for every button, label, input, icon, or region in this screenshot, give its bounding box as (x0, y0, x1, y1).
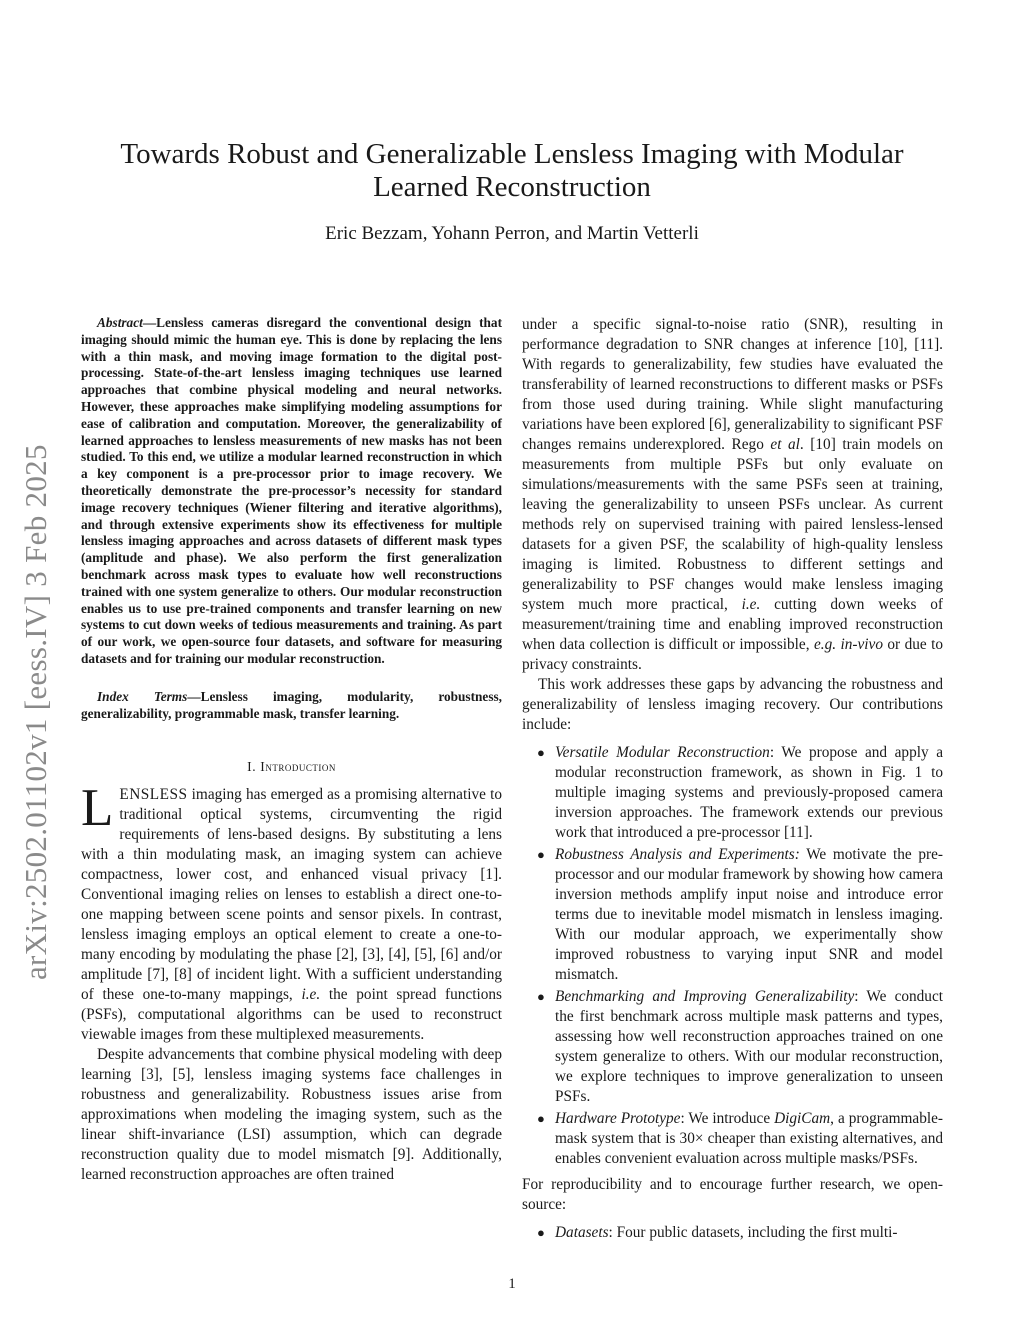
intro-first-word-caps: ENSLESS (119, 786, 188, 804)
datasets-title: Datasets (555, 1224, 609, 1241)
contribution-title: Versatile Modular Reconstruction (555, 744, 770, 761)
open-source-item (522, 1223, 943, 1243)
drop-cap-letter: L (81, 779, 114, 838)
index-terms-text: —Lensless imaging, modularity, robustness, generalizability, programmable mask, transfer learning. (81, 688, 502, 721)
intro-paragraph-2: Despite advancements that combine physical modeling with deep learning [3], [5], lensless imaging systems face challenges in robustness and generalizability. Robustness issues arise from approximations when modeling the imaging system, such as the linear shift-invariance (LSI) assumption, which can degrade reconstruction quality due to model mismatch [9]. Additionally, learned reconstruction approaches are often trained (81, 1046, 502, 1184)
right-p1-text-b: . [10] train models on measurements from multiple PSFs but only evaluate on simulations/measurements with the same PSFs seen at training, leaving the generalizability to unseen PSFs unclear. As current methods rely on supervised training with paired lensless-lensed datasets for a given PSF, the scalability of high-quality lensless imaging is limited. Robustness to different settings and generalizability to PSF changes would make lensless imaging system much more practical, (522, 436, 944, 613)
paper-title-line-1: Towards Robust and Generalizable Lensless Imaging with Modular (120, 138, 904, 170)
datasets-text: : Four public datasets, including the first multi- (608, 1224, 898, 1241)
right-p1-invivo: in-vivo (840, 636, 883, 653)
intro-paragraph-1 (81, 779, 502, 1045)
paper-title-line-2: Learned Reconstruction (373, 171, 651, 203)
contribution-title: Hardware Prototype (555, 1110, 681, 1127)
contribution-item (522, 743, 943, 843)
index-terms-label: Index Terms (97, 688, 188, 704)
section-number: I. (247, 759, 257, 775)
abstract (81, 315, 502, 668)
bullet-icon: ● (537, 745, 545, 760)
intro-p1-text-a: imaging has emerged as a promising alternative to traditional optical systems, circumventing the rigid requirements of lens-based designs. By substituting a lens with a thin modulating mask, an imaging system can achieve compactness, lower cost, and enhanced visual privacy [1]. Conventional imaging relies on lenses to establish a direct one-to-one mapping between scene points and sensor pixels. In contrast, lensless imaging employs an optical element to create a one-to-many encoding by modulating the phase [2], [3], [4], [5], [6] and/or amplitude [7], [8] of incident light. With a sufficient understanding of these one-to-many mappings, (81, 786, 502, 1004)
right-p1-text-a: under a specific signal-to-noise ratio (SNR), resulting in performance degradation to SNR changes at inference [10], [11]. With regards to generalizability, few studies have evaluated the transferability of learned reconstructions to different masks or PSFs from those used during training. While slight manufacturing variations have been explored [6], generalizability to significant PSF changes remains underexplored. Rego (522, 316, 943, 453)
section-heading-introduction (81, 759, 502, 775)
contribution-text: : We propose and apply a modular reconstruction framework, as shown in Fig. 1 to multiple imaging systems and previously-proposed camera inversion approaches. The framework extends our previous work that introduced a pre-processor [11]. (555, 744, 943, 841)
bullet-icon: ● (537, 847, 545, 862)
contribution-text: We motivate the pre-processor and our modular framework by showing how camera inversion methods amplify input noise and introduce error terms due to inevitable model mismatch in lensless imaging. With our modular approach, we experimentally show improved robustness to varying input SNR and model mismatch. (555, 846, 943, 983)
right-paragraph-2: This work addresses these gaps by advancing the robustness and generalizability of lensless imaging recovery. Our contributions include: (522, 676, 943, 733)
author-list: Eric Bezzam, Yohann Perron, and Martin Vetterli (325, 223, 699, 244)
contribution-text: : We conduct the first benchmark across multiple mask patterns and types, assessing how well reconstruction approaches trained on one system generalize to others. With our modular reconstruction, we explore techniques to improve generalization to unseen PSFs. (555, 988, 943, 1105)
contribution-title: Robustness Analysis and Experiments: (555, 846, 800, 863)
right-paragraph-1 (522, 315, 943, 675)
contribution-item (522, 1109, 943, 1169)
contributions-list (522, 743, 943, 1169)
bullet-icon: ● (537, 1225, 545, 1240)
bullet-icon: ● (537, 989, 545, 1004)
abstract-text: —Lensless cameras disregard the conventional design that imaging should mimic the human eye. This is done by replacing the lens with a thin mask, and moving image formation to the digital post-processing. State-of-the-art lensless imaging techniques use learned approaches that combine physical modeling and neural networks. However, these approaches make simplifying modeling assumptions for ease of calibration and computation. Moreover, the generalizability of learned approaches to lensless measurements of new masks has not been studied. To this end, we utilize a modular learned reconstruction in which a key component is a pre-processor prior to image recovery. We theoretically demonstrate the pre-processor’s necessity for standard image recovery techniques (Wiener filtering and iterative algorithms), and through extensive experiments show its effectiveness for multiple lensless imaging approaches and across datasets of different mask types (amplitude and phase). We also perform the first generalization benchmark across mask types to evaluate how well reconstructions trained with one system generalize to others. Our modular reconstruction enables us to use pre-trained components and transfer learning on new systems to cut down weeks of tedious measurements and training. As part of our work, we open-source four datasets, and software for measuring datasets and for training our modular reconstruction. (81, 315, 502, 666)
contribution-text-b: , a programmable-mask system that is 30× cheaper than existing alternatives, and enables convenient evaluation across multiple masks/PSFs. (555, 1110, 943, 1167)
right-column (522, 315, 943, 1249)
right-p1-etal: et al (770, 436, 800, 453)
open-source-list (522, 1223, 943, 1243)
left-column (81, 315, 502, 1185)
index-terms (81, 689, 502, 723)
contribution-item (522, 845, 943, 985)
right-p1-ie: i.e. (741, 596, 761, 613)
right-p1-text-c: cutting down weeks of measurement/training time and enabling improved reconstruction when data collection is difficult or impossible, (522, 596, 943, 653)
page-number: 1 (508, 1276, 516, 1292)
bullet-icon: ● (537, 1111, 545, 1126)
right-paragraph-3: For reproducibility and to encourage further research, we open-source: (522, 1176, 943, 1213)
contribution-text-a: : We introduce (680, 1110, 775, 1127)
digicam-name: DigiCam (774, 1110, 831, 1127)
abstract-label: Abstract (97, 315, 143, 330)
paper-title (80, 138, 944, 204)
right-p1-eg: e.g. (813, 636, 837, 653)
section-title-rest: ntroduction (265, 759, 336, 775)
contribution-item (522, 987, 943, 1107)
right-p1-text-d: or due to privacy constraints. (522, 636, 943, 673)
arxiv-identifier-stamp: arXiv:2502.01102v1 [eess.IV] 3 Feb 2025 (18, 444, 53, 980)
section-title-initial: I (260, 759, 266, 775)
contribution-title: Benchmarking and Improving Generalizability (555, 988, 855, 1005)
intro-p1-text-b: the point spread functions (PSFs), computational algorithms can be used to reconstruct viewable images from these multiplexed measurements. (81, 986, 502, 1044)
intro-p1-ie: i.e. (301, 986, 321, 1004)
